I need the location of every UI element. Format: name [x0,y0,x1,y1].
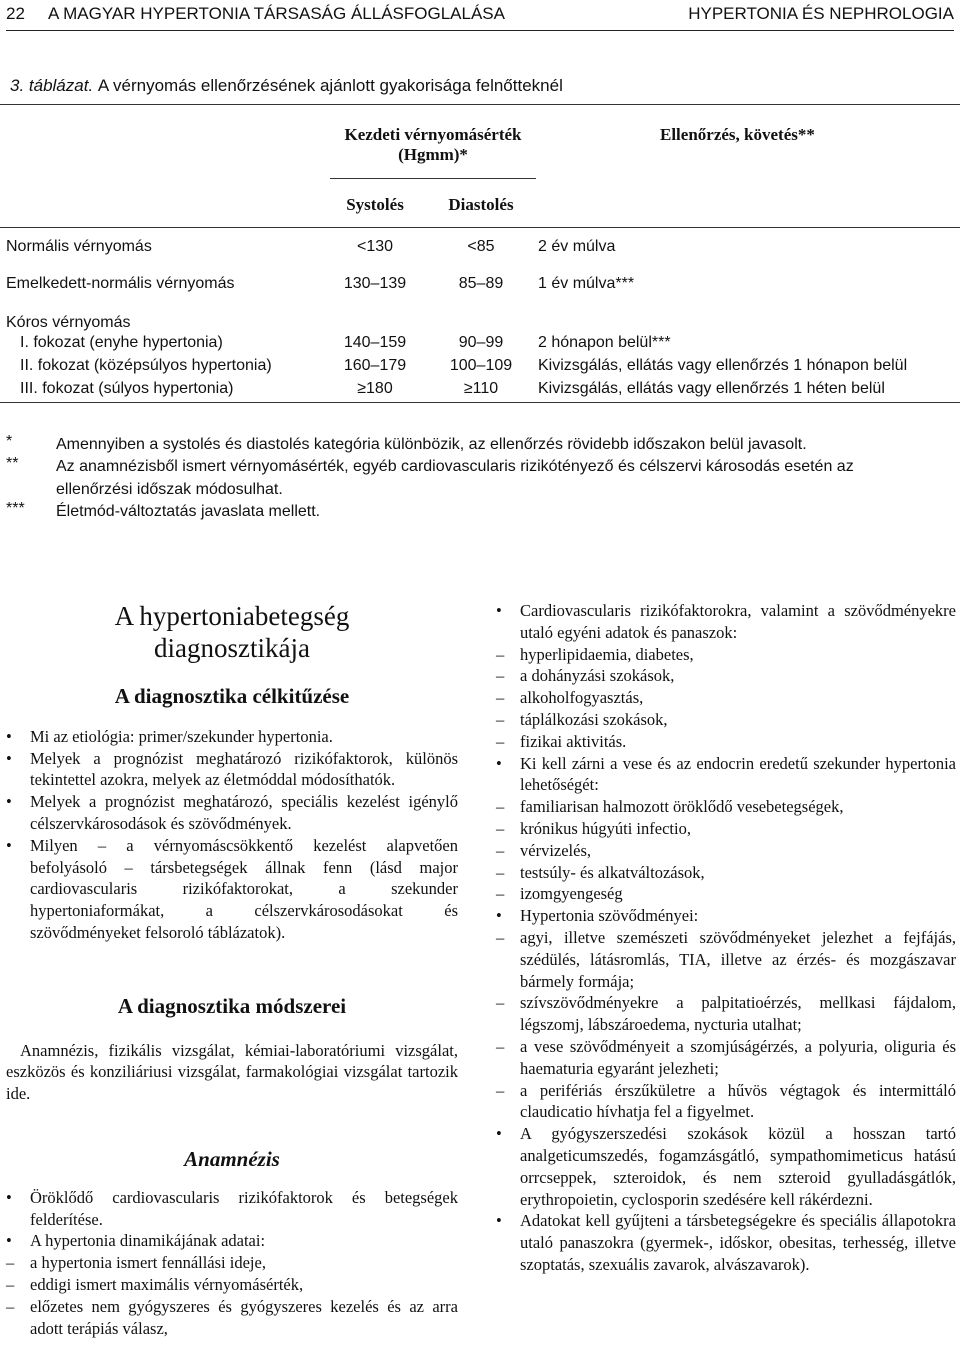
table-header-systolic: Systolés [346,195,404,214]
right-column [496,600,956,1276]
footnote-mark: *** [6,500,25,517]
table-row-label: I. fokozat (enyhe hypertonia) [20,334,223,351]
list-item: • Öröklődő cardiovascularis rizikófaktorok és betegségek felderítése. [6,1187,458,1231]
anamnesis-list-continued [496,600,956,1276]
list-item: • Adatokat kell gyűjteni a társbetegségekre és speciális állapotokra utaló panaszokra (gyermek-, időskor, obesitas, terhesség, illetve szoptatás, szexuális zavarok, alvászavarok). [496,1210,956,1275]
table-cell-diastolic: <85 [467,238,495,255]
table-group-label: Kóros vérnyomás [6,314,131,331]
list-item: – vérvizelés, [496,840,956,862]
footnote-text: Életmód-változtatás javaslata mellett. [56,503,321,520]
list-item: – a hypertonia ismert fennállási ideje, [6,1252,458,1274]
table-header-initial-bp-line2: (Hgmm)* [398,145,468,164]
table-cell-systolic: 140–159 [343,334,407,351]
table-cell-systolic: 130–139 [343,275,407,292]
list-item: – fizikai aktivitás. [496,731,956,753]
table-cell-diastolic: 90–99 [458,334,504,351]
list-item: – testsúly- és alkatváltozások, [496,862,956,884]
table-caption-label: 3. táblázat. [10,76,94,95]
footnote-text: Az anamnézisből ismert vérnyomásérték, egyéb cardiovascularis rizikótényező és célszervi károsodás esetén az ellenőrzési időszak módosulhat. [56,458,854,498]
table-row-label: Emelkedett-normális vérnyomás [6,275,235,292]
list-item: – krónikus húgyúti infectio, [496,818,956,840]
list-item: – a perifériás érszűkületre a hűvös végtagok és intermittáló claudicatio hívhatja fel a figyelmet. [496,1080,956,1124]
list-item: – eddigi ismert maximális vérnyomásérték, [6,1274,458,1296]
subheading-anamnesis: Anamnézis [184,1146,280,1171]
table-row-label: III. fokozat (súlyos hypertonia) [20,380,234,397]
sublist [496,927,956,1123]
anamnesis-list [6,1187,458,1252]
table-cell-systolic: 160–179 [343,357,407,374]
list-item: – familiarisan halmozott öröklődő vesebetegségek, [496,796,956,818]
running-header [6,4,954,31]
table-header-initial-bp [330,125,536,165]
table-caption [10,76,563,96]
table-row-label: II. fokozat (középsúlyos hypertonia) [20,357,272,374]
methods-paragraph: Anamnézis, fizikális vizsgálat, kémiai-laboratóriumi vizsgálat, eszközös és konziliáriusi vizsgálat, farmakológiai vizsgálat tartozik ide. [6,1040,458,1104]
list-item [496,905,956,1123]
page-number: 22 [6,4,25,23]
list-item [496,600,956,753]
list-item: – táplálkozási szokások, [496,709,956,731]
list-item: – hyperlipidaemia, diabetes, [496,644,956,666]
table-header-followup: Ellenőrzés, követés** [660,125,815,144]
sublist [496,644,956,753]
subheading-methods: A diagnosztika módszerei [117,993,347,1018]
table-cell-systolic: <130 [356,238,394,255]
list-item-text: Hypertonia szövődményei: [520,906,699,926]
table-header-subrule [330,178,536,179]
table-top-rule [0,104,960,105]
list-item: – a vese szövődményeit a szomjúságérzés, a polyuria, oliguria és haematuria egyaránt jelezheti; [496,1036,956,1080]
section-heading-diagnostics: A hypertoniabetegség diagnosztikája [114,601,350,663]
table-cell-systolic: ≥180 [357,380,393,397]
table-row-label: Normális vérnyomás [6,238,152,255]
list-item: – agyi, illetve szemészeti szövődményeket jelezhet a fejfájás, szédülés, látásromlás, TIA, illetve az érzés- és mozgászavar bármely formája; [496,927,956,992]
anamnesis-sublist [6,1252,458,1339]
list-item: – alkoholfogyasztás, [496,687,956,709]
left-column [6,600,458,1339]
table-header-rule [0,227,960,228]
list-item: – előzetes nem gyógyszeres és gyógyszeres kezelés és az arra adott terápiás válasz, [6,1296,458,1340]
table-cell-diastolic: 85–89 [458,275,504,292]
list-item [496,753,956,906]
footnote-text: Amennyiben a systolés és diastolés kategória különbözik, az ellenőrzés rövidebb időszakon belül javasolt. [56,436,807,453]
table-cell-followup: 1 év múlva*** [538,275,635,292]
list-item: – szívszövődményekre a palpitatioérzés, mellkasi fájdalom, légszomj, lábszároedema, nycturia utalhat; [496,992,956,1036]
running-header-right-title: HYPERTONIA ÉS NEPHROLOGIA [688,4,954,23]
running-header-left-title: A MAGYAR HYPERTONIA TÁRSASÁG ÁLLÁSFOGLALÁSA [48,4,505,23]
list-item-text: Ki kell zárni a vese és az endocrin eredetű szekunder hypertonia lehetőségét: [520,753,956,795]
list-item-text: Cardiovascularis rizikófaktorokra, valamint a szövődményekre utaló egyéni adatok és panaszok: [520,601,956,642]
list-item: • A gyógyszerszedési szokások közül a hosszan tartó analgeticumszedés, fogamzásgátló, sympathomimeticus hatású orrcseppek, szteroidok, és nem szteroid gyulladásgátlók, erythropoietin, cyclosporin szedésére kell rákérdezni. [496,1123,956,1210]
table-header-initial-bp-line1: Kezdeti vérnyomásérték [344,125,522,144]
table-header-diastolic: Diastolés [448,195,514,214]
footnote-mark: ** [6,455,19,472]
footnote-mark: * [6,433,13,450]
list-item: – izomgyengeség [496,883,956,905]
goals-list [6,726,458,944]
table-cell-followup: Kivizsgálás, ellátás vagy ellenőrzés 1 hónapon belül [538,357,908,374]
list-item: • Mi az etiológia: primer/szekunder hypertonia. [6,726,458,748]
table-cell-followup: 2 év múlva [538,238,616,255]
subheading-goals: A diagnosztika célkitűzése [114,684,350,708]
table-caption-title: A vérnyomás ellenőrzésének ajánlott gyakorisága felnőtteknél [97,76,563,95]
table-cell-diastolic: 100–109 [449,357,513,374]
table-cell-diastolic: ≥110 [463,380,499,397]
list-item: • Melyek a prognózist meghatározó rizikófaktorok, különös tekintettel azokra, melyek az életmóddal módosíthatók. [6,748,458,792]
table-cell-followup: 2 hónapon belül*** [538,334,671,351]
list-item: • A hypertonia dinamikájának adatai: [6,1230,458,1252]
table-bottom-rule [0,402,960,403]
list-item: • Melyek a prognózist meghatározó, speciális kezelést igénylő célszervkárosodások és szövődmények. [6,791,458,835]
list-item: • Milyen – a vérnyomáscsökkentő kezelést alapvetően befolyásoló – társbetegségek állnak fenn (lásd major cardiovascularis rizikófaktorokat, a szekunder hypertoniaformákat, a célszervkárosodásokat és szövődményeket felsoroló táblázatok). [6,835,458,944]
list-item: – a dohányzási szokások, [496,665,956,687]
table-cell-followup: Kivizsgálás, ellátás vagy ellenőrzés 1 héten belül [538,380,885,397]
sublist [496,796,956,905]
